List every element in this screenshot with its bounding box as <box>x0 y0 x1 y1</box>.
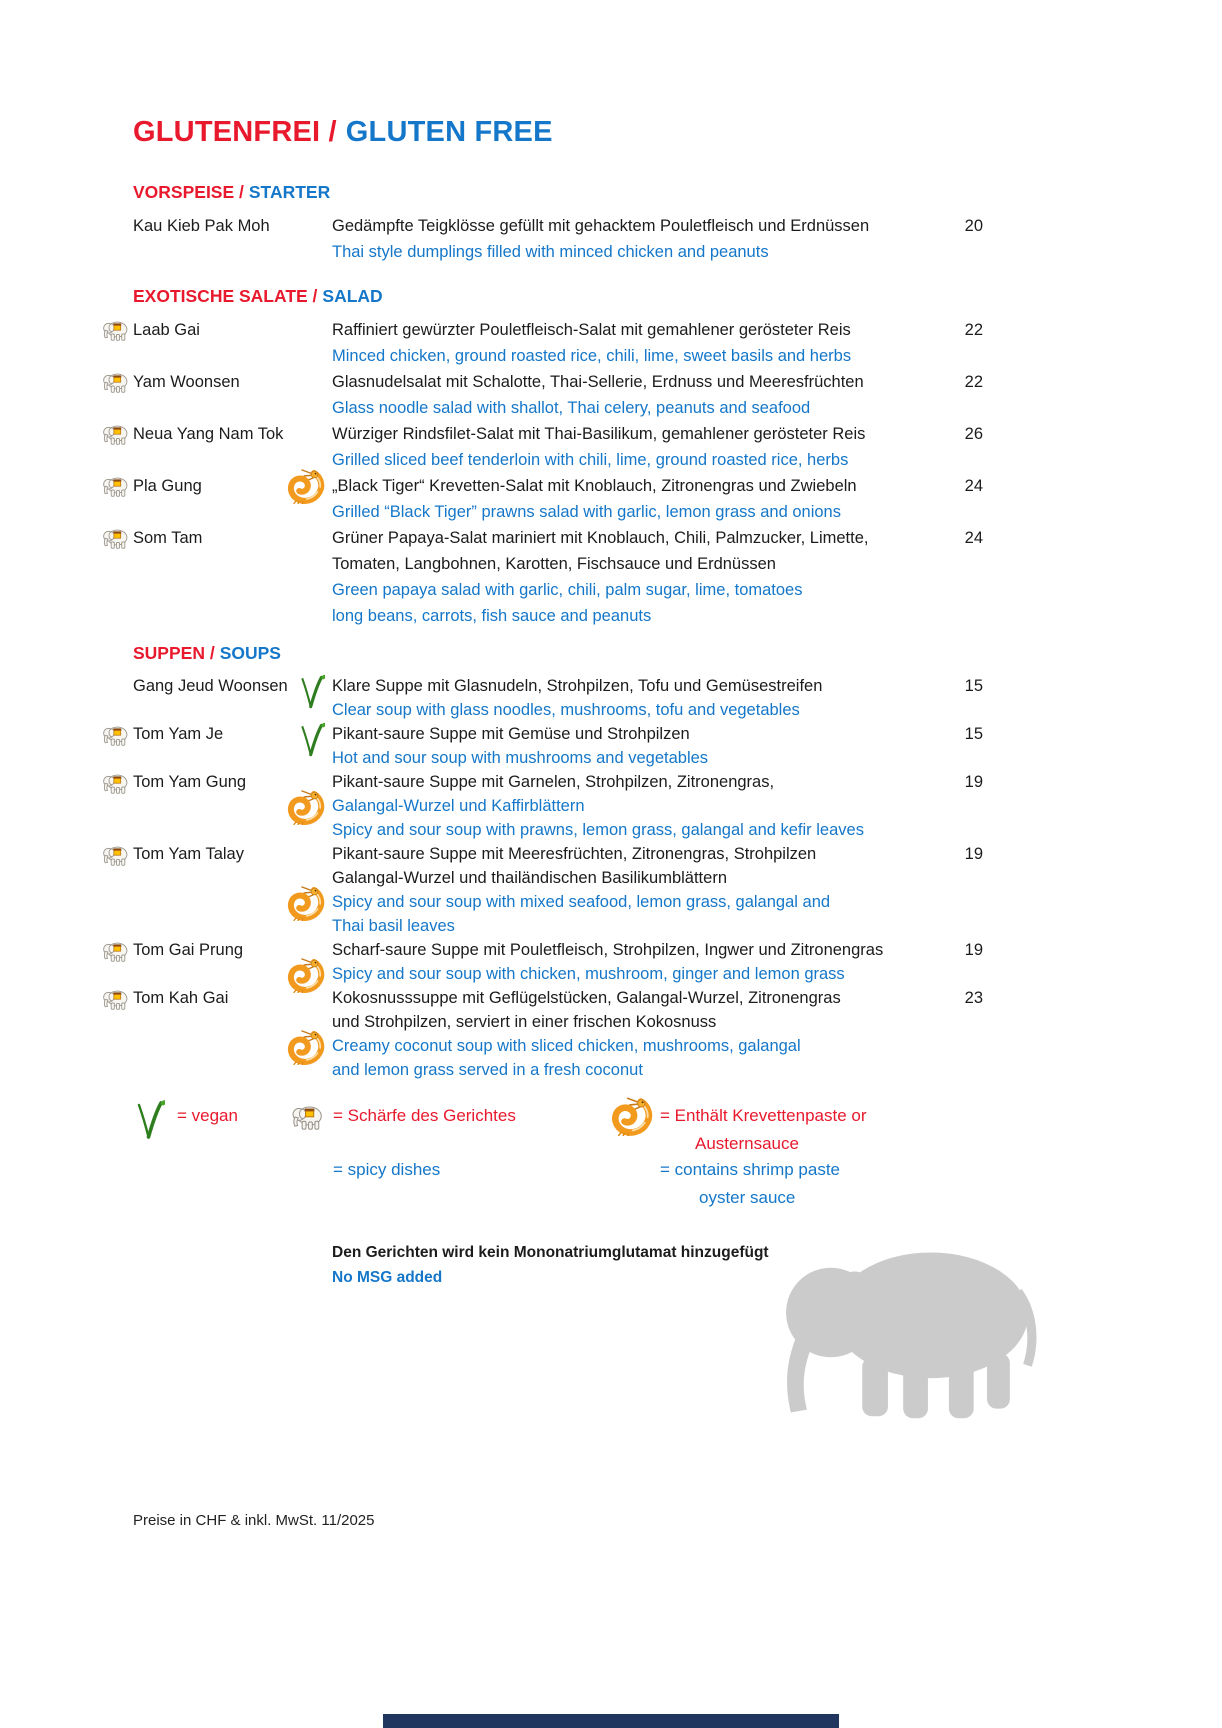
description-text: and lemon grass served in a fresh coconut <box>332 1061 643 1079</box>
dish-name <box>133 842 332 866</box>
description-line-german <box>332 866 943 890</box>
description-text: Pikant-saure Suppe mit Garnelen, Strohpilzen, Zitronengras, <box>332 773 775 791</box>
spicy-elephant-icon <box>102 525 130 550</box>
menu-item <box>133 213 983 265</box>
dish-description <box>332 842 943 938</box>
legend <box>133 1098 983 1228</box>
description-line-english <box>332 746 943 770</box>
bottom-page-edge-bar <box>383 1714 839 1728</box>
description-line-german <box>332 986 943 1010</box>
description-line-german <box>332 938 943 962</box>
dish-price: 20 <box>964 217 983 235</box>
description-text: Minced chicken, ground roasted rice, chili, lime, sweet basils and herbs <box>332 347 852 365</box>
description-text: Kokosnusssuppe mit Geflügelstücken, Galangal-Wurzel, Zitronengras <box>332 989 841 1007</box>
dish-description <box>332 369 943 421</box>
description-line-english <box>332 962 943 986</box>
dish-name-text: Kau Kieb Pak Moh <box>133 217 270 235</box>
menu-item <box>133 722 983 770</box>
legend-shrimp-label-de-2: Austernsauce <box>695 1134 799 1153</box>
description-text: Raffiniert gewürzter Pouletfleisch-Salat mit gemahlener gerösteter Reis <box>332 321 851 339</box>
dish-description <box>332 770 943 842</box>
description-text: Hot and sour soup with mushrooms and vegetables <box>332 749 709 767</box>
description-text: Pikant-saure Suppe mit Meeresfrüchten, Zitronengras, Strohpilzen <box>332 845 817 863</box>
description-text: Spicy and sour soup with prawns, lemon grass, galangal and kefir leaves <box>332 821 864 839</box>
legend-shrimp-label-en-2: oyster sauce <box>699 1188 796 1207</box>
dish-description <box>332 317 943 369</box>
description-line-english <box>332 603 943 629</box>
vegan-v-icon <box>135 1098 165 1142</box>
dish-price: 24 <box>964 477 983 495</box>
description-line-german <box>332 722 943 746</box>
description-line-german <box>332 1010 943 1034</box>
page-title-german: GLUTENFREI / <box>133 116 337 148</box>
spicy-elephant-icon <box>102 317 130 342</box>
dish-price: 19 <box>964 941 983 959</box>
description-line-german <box>332 421 943 447</box>
spicy-elephant-icon <box>102 986 130 1011</box>
description-text: Grilled “Black Tiger” prawns salad with garlic, lemon grass and onions <box>332 503 841 521</box>
description-line-english <box>332 1034 943 1058</box>
description-text: Grüner Papaya-Salat mariniert mit Knoblauch, Chili, Palmzucker, Limette, <box>332 529 869 547</box>
description-text: Glass noodle salad with shallot, Thai celery, peanuts and seafood <box>332 399 811 417</box>
dish-name-text: Tom Yam Gung <box>133 773 247 791</box>
shrimp-icon <box>287 885 325 921</box>
description-line-english <box>332 1058 943 1082</box>
dish-price: 23 <box>964 989 983 1007</box>
dish-price: 24 <box>964 529 983 547</box>
description-line-german <box>332 551 943 577</box>
description-text: Creamy coconut soup with sliced chicken, mushrooms, galangal <box>332 1037 801 1055</box>
dish-price: 26 <box>964 425 983 443</box>
section-heading-english: SALAD <box>322 286 383 306</box>
menu-item <box>133 473 983 525</box>
description-text: Spicy and sour soup with chicken, mushroom, ginger and lemon grass <box>332 965 845 983</box>
description-line-german <box>332 473 943 499</box>
description-line-english <box>332 577 943 603</box>
spicy-elephant-icon <box>102 770 130 795</box>
description-text: Gedämpfte Teigklösse gefüllt mit gehacktem Pouletfleisch und Erdnüssen <box>332 217 870 235</box>
section-heading-english: STARTER <box>248 182 331 202</box>
description-text: Pikant-saure Suppe mit Gemüse und Strohpilzen <box>332 725 690 743</box>
dish-price: 19 <box>964 845 983 863</box>
dish-name <box>133 986 332 1010</box>
description-text: Thai basil leaves <box>332 917 455 935</box>
menu-item <box>133 421 983 473</box>
shrimp-icon <box>611 1096 653 1136</box>
description-text: und Strohpilzen, serviert in einer frischen Kokosnuss <box>332 1013 717 1031</box>
dish-description <box>332 473 943 525</box>
shrimp-icon <box>287 1029 325 1065</box>
dish-price: 22 <box>964 321 983 339</box>
description-text: Galangal-Wurzel und thailändischen Basilikumblättern <box>332 869 727 887</box>
legend-vegan-label: = vegan <box>177 1106 238 1125</box>
description-text: Tomaten, Langbohnen, Karotten, Fischsauce und Erdnüssen <box>332 555 776 573</box>
menu-item <box>133 525 983 629</box>
menu-item <box>133 369 983 421</box>
section-heading-german: VORSPEISE / <box>133 182 244 202</box>
legend-spicy-label-de: = Schärfe des Gerichtes <box>333 1106 516 1125</box>
spicy-elephant-icon <box>102 473 130 498</box>
description-text: Scharf-saure Suppe mit Pouletfleisch, Strohpilzen, Ingwer und Zitronengras <box>332 941 884 959</box>
shrimp-icon <box>287 789 325 825</box>
elephant-watermark <box>762 1222 1052 1427</box>
description-line-english <box>332 890 943 914</box>
dish-name-text: Yam Woonsen <box>133 373 240 391</box>
description-line-english <box>332 343 943 369</box>
dish-description <box>332 986 943 1082</box>
description-line-german <box>332 674 943 698</box>
dish-description <box>332 421 943 473</box>
dish-name <box>133 525 332 551</box>
description-line-german <box>332 317 943 343</box>
dish-name-text: Som Tam <box>133 529 203 547</box>
description-text: Würziger Rindsfilet-Salat mit Thai-Basilikum, gemahlener gerösteter Reis <box>332 425 866 443</box>
dish-price: 22 <box>964 373 983 391</box>
spicy-elephant-icon <box>102 938 130 963</box>
section-heading-german: EXOTISCHE SALATE / <box>133 286 318 306</box>
description-line-german <box>332 842 943 866</box>
dish-price: 15 <box>964 677 983 695</box>
section-heading <box>133 182 983 203</box>
page-title-english: GLUTEN FREE <box>345 116 553 148</box>
description-line-german <box>332 213 943 239</box>
dish-name-text: Gang Jeud Woonsen <box>133 677 288 695</box>
spicy-elephant-icon <box>102 369 130 394</box>
description-line-german <box>332 369 943 395</box>
description-line-english <box>332 914 943 938</box>
msg-note-english: No MSG added <box>332 1269 443 1286</box>
section-heading <box>133 643 983 664</box>
description-line-german <box>332 525 943 551</box>
msg-note <box>332 1240 769 1290</box>
menu-item <box>133 842 983 938</box>
dish-description <box>332 722 943 770</box>
menu-item <box>133 938 983 986</box>
section-heading-english: SOUPS <box>219 643 281 663</box>
description-text: Thai style dumplings filled with minced chicken and peanuts <box>332 243 769 261</box>
description-line-english <box>332 239 943 265</box>
vegan-v-icon <box>299 721 325 759</box>
dish-name-text: Pla Gung <box>133 477 202 495</box>
description-line-english <box>332 499 943 525</box>
shrimp-icon <box>287 468 325 504</box>
description-text: „Black Tiger“ Krevetten-Salat mit Knoblauch, Zitronengras und Zwiebeln <box>332 477 857 495</box>
spicy-elephant-icon <box>102 842 130 867</box>
dish-name-text: Tom Yam Je <box>133 725 224 743</box>
description-text: Klare Suppe mit Glasnudeln, Strohpilzen, Tofu und Gemüsestreifen <box>332 677 823 695</box>
description-line-english <box>332 447 943 473</box>
dish-name-text: Tom Kah Gai <box>133 989 229 1007</box>
dish-name-text: Laab Gai <box>133 321 200 339</box>
legend-shrimp-label-en-1: = contains shrimp paste <box>660 1160 841 1179</box>
spicy-elephant-icon <box>291 1101 325 1131</box>
description-text: Spicy and sour soup with mixed seafood, lemon grass, galangal and <box>332 893 831 911</box>
description-line-english <box>332 818 943 842</box>
legend-shrimp-label-de-1: = Enthält Krevettenpaste or <box>660 1106 867 1125</box>
dish-description <box>332 938 943 986</box>
description-line-german <box>332 770 943 794</box>
description-line-english <box>332 698 943 722</box>
section-heading <box>133 286 983 307</box>
menu-section <box>133 286 983 629</box>
description-line-german <box>332 794 943 818</box>
menu-section <box>133 182 983 265</box>
spicy-elephant-icon <box>102 722 130 747</box>
description-text: Grilled sliced beef tenderloin with chili, lime, ground roasted rice, herbs <box>332 451 849 469</box>
description-text: Green papaya salad with garlic, chili, palm sugar, lime, tomatoes <box>332 581 803 599</box>
section-heading-german: SUPPEN / <box>133 643 215 663</box>
vegan-v-icon <box>299 673 325 711</box>
dish-name-text: Tom Yam Talay <box>133 845 244 863</box>
menu-item <box>133 986 983 1082</box>
msg-note-german: Den Gerichten wird kein Mononatriumglutamat hinzugefügt <box>332 1244 769 1261</box>
dish-price: 19 <box>964 773 983 791</box>
description-text: long beans, carrots, fish sauce and peanuts <box>332 607 652 625</box>
dish-name <box>133 317 332 343</box>
dish-name <box>133 213 332 239</box>
legend-spicy-label-en: = spicy dishes <box>333 1160 441 1179</box>
menu-section <box>133 643 983 1082</box>
footer-price-note: Preise in CHF & inkl. MwSt. 11/2025 <box>133 1512 375 1529</box>
description-text: Clear soup with glass noodles, mushrooms, tofu and vegetables <box>332 701 800 719</box>
spicy-elephant-icon <box>102 421 130 446</box>
menu-item <box>133 770 983 842</box>
dish-name-text: Neua Yang Nam Tok <box>133 425 284 443</box>
dish-name <box>133 369 332 395</box>
page-title <box>133 116 983 149</box>
description-text: Galangal-Wurzel und Kaffirblättern <box>332 797 585 815</box>
menu-item <box>133 674 983 722</box>
dish-description <box>332 525 943 629</box>
dish-name <box>133 421 332 447</box>
dish-price: 15 <box>964 725 983 743</box>
dish-description <box>332 213 943 265</box>
dish-description <box>332 674 943 722</box>
dish-name-text: Tom Gai Prung <box>133 941 244 959</box>
description-text: Glasnudelsalat mit Schalotte, Thai-Sellerie, Erdnuss und Meeresfrüchten <box>332 373 864 391</box>
menu-item <box>133 317 983 369</box>
description-line-english <box>332 395 943 421</box>
